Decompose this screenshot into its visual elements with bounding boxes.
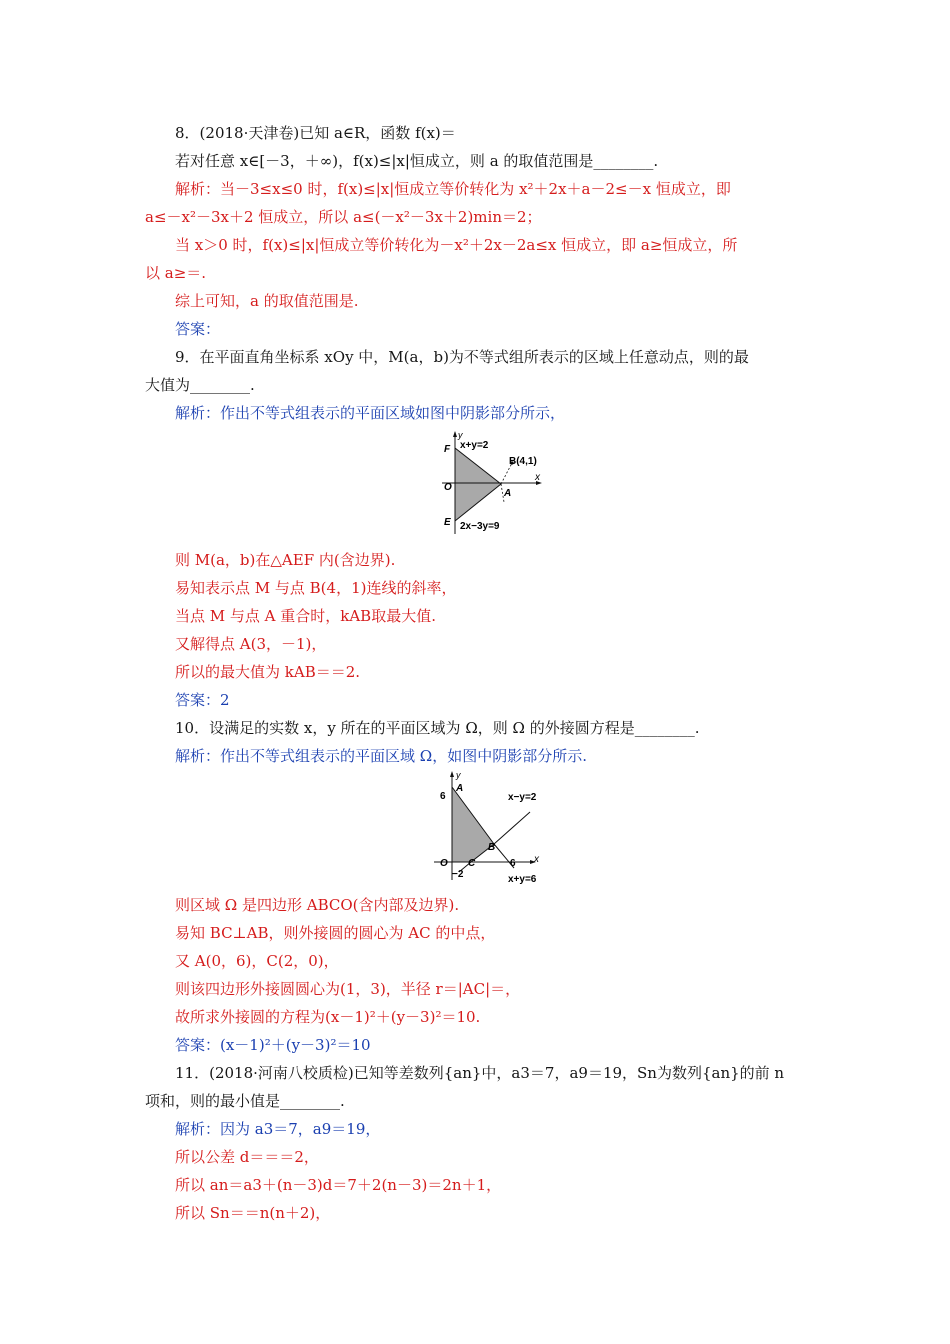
text-line: 若对任意 x∈[－3，＋∞)，f(x)≤|x|恒成立，则 a 的取值范围是________. [175,152,659,170]
text-line: 答案：(x－1)²＋(y－3)²＝10 [175,1036,371,1054]
label-y: y [458,430,463,440]
label-b: B [488,842,496,853]
label-y: y [456,770,461,780]
label-f: F [444,444,451,455]
text-line: 解析：作出不等式组表示的平面区域如图中阴影部分所示， [175,404,566,422]
text-line: 则 M(a，b)在△AEF 内(含边界). [175,551,396,569]
text-line: 所以 Sn＝＝n(n＋2)， [175,1204,331,1222]
text-line: 答案：2 [175,691,230,709]
y-axis-arrow [450,771,454,777]
text-line: 大值为________. [145,376,255,394]
label-e: E [444,517,451,528]
text-line: 11．(2018·河南八校质检)已知等差数列{an}中，a3＝7，a9＝19，Sn为数列{an}的前 n [175,1064,785,1082]
label-six-y: 6 [440,791,446,802]
text-line: 9．在平面直角坐标系 xOy 中，M(a，b)为不等式组所表示的区域上任意动点，则的最 [175,348,749,366]
text-line: 答案： [175,320,221,338]
y-axis-arrow [453,431,457,437]
label-six-x: 6 [510,858,516,869]
label-eq-x-plus-y: x+y=2 [460,440,489,451]
figure-1-graph [438,430,558,536]
label-eq-x-minus-y: x−y=2 [508,792,537,803]
text-line: 以 a≥＝. [145,264,207,282]
line-x-minus-y-upper [494,812,530,844]
figure-region-aef [438,430,558,536]
text-line: 当 x＞0 时，f(x)≤|x|恒成立等价转化为－x²＋2x－2a≤x 恒成立，即 a≥恒成立，所 [175,236,738,254]
text-line: 则该四边形外接圆圆心为(1，3)，半径 r＝|AC|＝， [175,980,521,998]
text-line: 项和，则的最小值是________. [145,1092,345,1110]
text-line: 又解得点 A(3，－1)， [175,635,327,653]
text-line: a≤－x²－3x＋2 恒成立，所以 a≤(－x²－3x＋2)min＝2； [145,208,542,226]
label-o: O [444,482,452,493]
label-c: C [468,858,476,869]
text-line: 易知表示点 M 与点 B(4，1)连线的斜率， [175,579,457,597]
label-eq-x-plus-y: x+y=6 [508,874,537,885]
text-line: 所以 an＝a3＋(n－3)d＝7＋2(n－3)＝2n＋1， [175,1176,502,1194]
text-line: 10．设满足的实数 x，y 所在的平面区域为 Ω，则 Ω 的外接圆方程是________. [175,719,700,737]
text-line: 所以公差 d＝＝＝2， [175,1148,319,1166]
text-line: 所以的最大值为 kAB＝＝2. [175,663,361,681]
label-x: x [534,854,539,865]
text-line: 综上可知，a 的取值范围是. [175,292,359,310]
figure-2-graph [428,770,558,888]
text-line: 易知 BC⊥AB，则外接圆的圆心为 AC 的中点， [175,924,496,942]
label-b: B(4,1) [509,456,537,467]
text-line: 解析：作出不等式组表示的平面区域 Ω，如图中阴影部分所示. [175,747,587,765]
label-a: A [456,783,464,794]
label-x: x [535,472,540,483]
shaded-triangle [455,448,501,521]
text-line: 解析：当－3≤x≤0 时，f(x)≤|x|恒成立等价转化为 x²＋2x＋a－2≤－x 恒成立，即 [175,180,731,198]
label-eq-2x-minus-3y: 2x−3y=9 [460,521,500,532]
text-line: 8．(2018·天津卷)已知 a∈R，函数 f(x)＝ [175,124,456,142]
label-a: A [504,488,512,499]
label-neg-two: −2 [452,869,464,880]
text-line: 则区域 Ω 是四边形 ABCO(含内部及边界). [175,896,460,914]
text-line: 又 A(0，6)，C(2，0)， [175,952,339,970]
label-o: O [440,858,448,869]
text-line: 当点 M 与点 A 重合时，kAB取最大值. [175,607,436,625]
text-line: 解析：因为 a3＝7，a9＝19， [175,1120,381,1138]
text-line: 故所求外接圆的方程为(x－1)²＋(y－3)²＝10. [175,1008,481,1026]
figure-region-abco [428,770,558,888]
